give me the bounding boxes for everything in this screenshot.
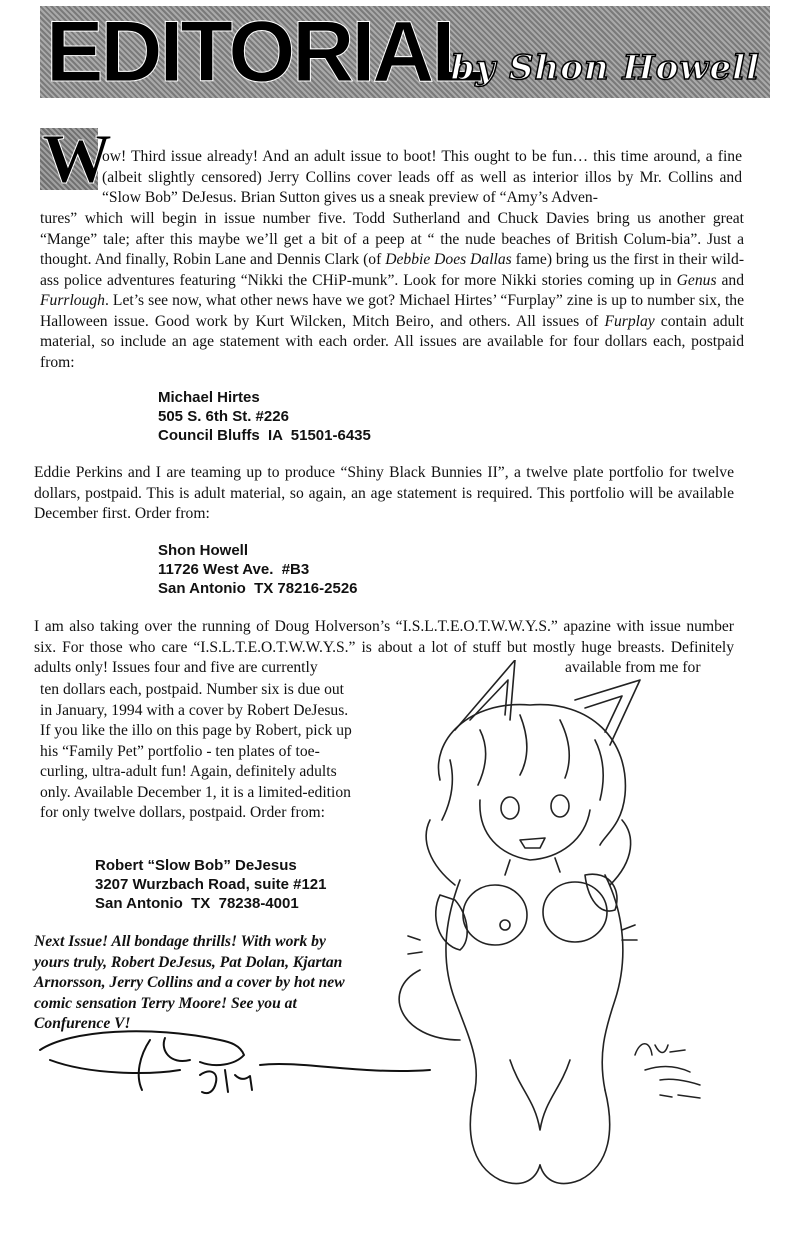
drop-cap: [40, 121, 112, 198]
editor-signature: [30, 1020, 450, 1110]
apazine-paragraph-column: ten dollars each, postpaid. Number six is due out in January, 1994 with a cover by Robert DeJesus. If you like the illo on this page by Robert, pick up his “Family Pet” portfolio - ten plates of toe-curling, ultra-adult fun! Again, definitely adults only. Available December 1, it is a limited-edition for only twelve dollars, postpaid. Order from:: [40, 681, 352, 821]
address-line: San Antonio TX 78216-2526: [158, 580, 358, 597]
intro-paragraph: [40, 209, 744, 373]
intro-lines-beside-cap: ow! Third issue already! And an adult issue to boot! This ought to be fun… this time around, a fine (albeit slightly censored) Jerry Collins cover leads off as well as interior illos by Mr. Collins and “Slow Bob” DeJesus. Brian Sutton gives us a sneak preview of “Amy’s Adven-: [102, 148, 742, 206]
intro-text-4: contain adult material, so include an age statement with each order. All issues are available for four dollars each, postpaid from:: [40, 312, 744, 371]
header-title: EDITORIAL: [46, 4, 481, 100]
intro-title-furplay: Furplay: [604, 312, 655, 330]
address-line: 3207 Wurzbach Road, suite #121: [95, 876, 327, 893]
intro-text-3: . Let’s see now, what other news have we got? Michael Hirtes’ “Furplay” zine is up to number six, the Halloween issue. Good work by Kurt Wilcken, Mitch Beiro, and others. All issues of: [40, 292, 744, 330]
address-line: Robert “Slow Bob” DeJesus: [95, 857, 297, 874]
address-line: Michael Hirtes: [158, 389, 260, 406]
intro-text-1: tures” which will begin in issue number five. Todd Sutherland and Chuck Davies bring us another great “Mange” tale; after this maybe we’ll get a bit of a peep at “ the nude beaches of British Colum-bia”. Just a thought. And finally, Robin Lane and Dennis Clark (of: [40, 210, 744, 268]
intro-title-genus: Genus: [676, 271, 717, 289]
address-line: 11726 West Ave. #B3: [158, 561, 310, 578]
next-issue-note: Next Issue! All bondage thrills! With work by yours truly, Robert DeJesus, Pat Dolan, Kjartan Arnorsson, Jerry Collins and a cover by hot new comic sensation Terry Moore! See you at Confurence V!: [34, 933, 345, 1032]
address-michael-hirtes: [158, 388, 371, 445]
bunnies-paragraph: Eddie Perkins and I are teaming up to produce “Shiny Black Bunnies II”, a twelve plate portfolio for twelve dollars, postpaid. This is adult material, so again, an age statement is required. This portfolio will be available December first. Order from:: [34, 464, 734, 522]
editorial-header: [40, 6, 770, 98]
drop-cap-letter: W: [42, 121, 112, 198]
address-line: Shon Howell: [158, 542, 248, 559]
intro-text-2: fame) bring us the first in their wild-ass police adventures featuring “Nikki the CHiP-munk”. Look for more Nikki stories coming up in: [40, 251, 745, 289]
address-line: 505 S. 6th St. #226: [158, 408, 289, 425]
address-line: Council Bluffs IA 51501-6435: [158, 427, 371, 444]
character-illustration: [360, 660, 760, 1200]
intro-title-furrlough: Furrlough: [40, 292, 105, 309]
header-byline: by Shon Howell: [450, 48, 760, 88]
apazine-paragraph-top: I am also taking over the running of Doug Holverson’s “I.S.L.T.E.O.T.W.W.Y.S.” apazine with issue number six. For those who care “I.S.L.T.E.O.T.W.W.Y.S.” is about a lot of stuff but mostly huge breasts. Definitely adults only! Issues four and five are currently: [34, 618, 734, 676]
address-line: San Antonio TX 78238-4001: [95, 895, 299, 912]
address-shon-howell: [158, 541, 358, 598]
apazine-paragraph-right: available from me for: [565, 659, 701, 676]
intro-text-and: and: [716, 271, 744, 289]
intro-title-debbie: Debbie Does Dallas: [385, 251, 512, 268]
address-robert-dejesus: [95, 856, 326, 913]
